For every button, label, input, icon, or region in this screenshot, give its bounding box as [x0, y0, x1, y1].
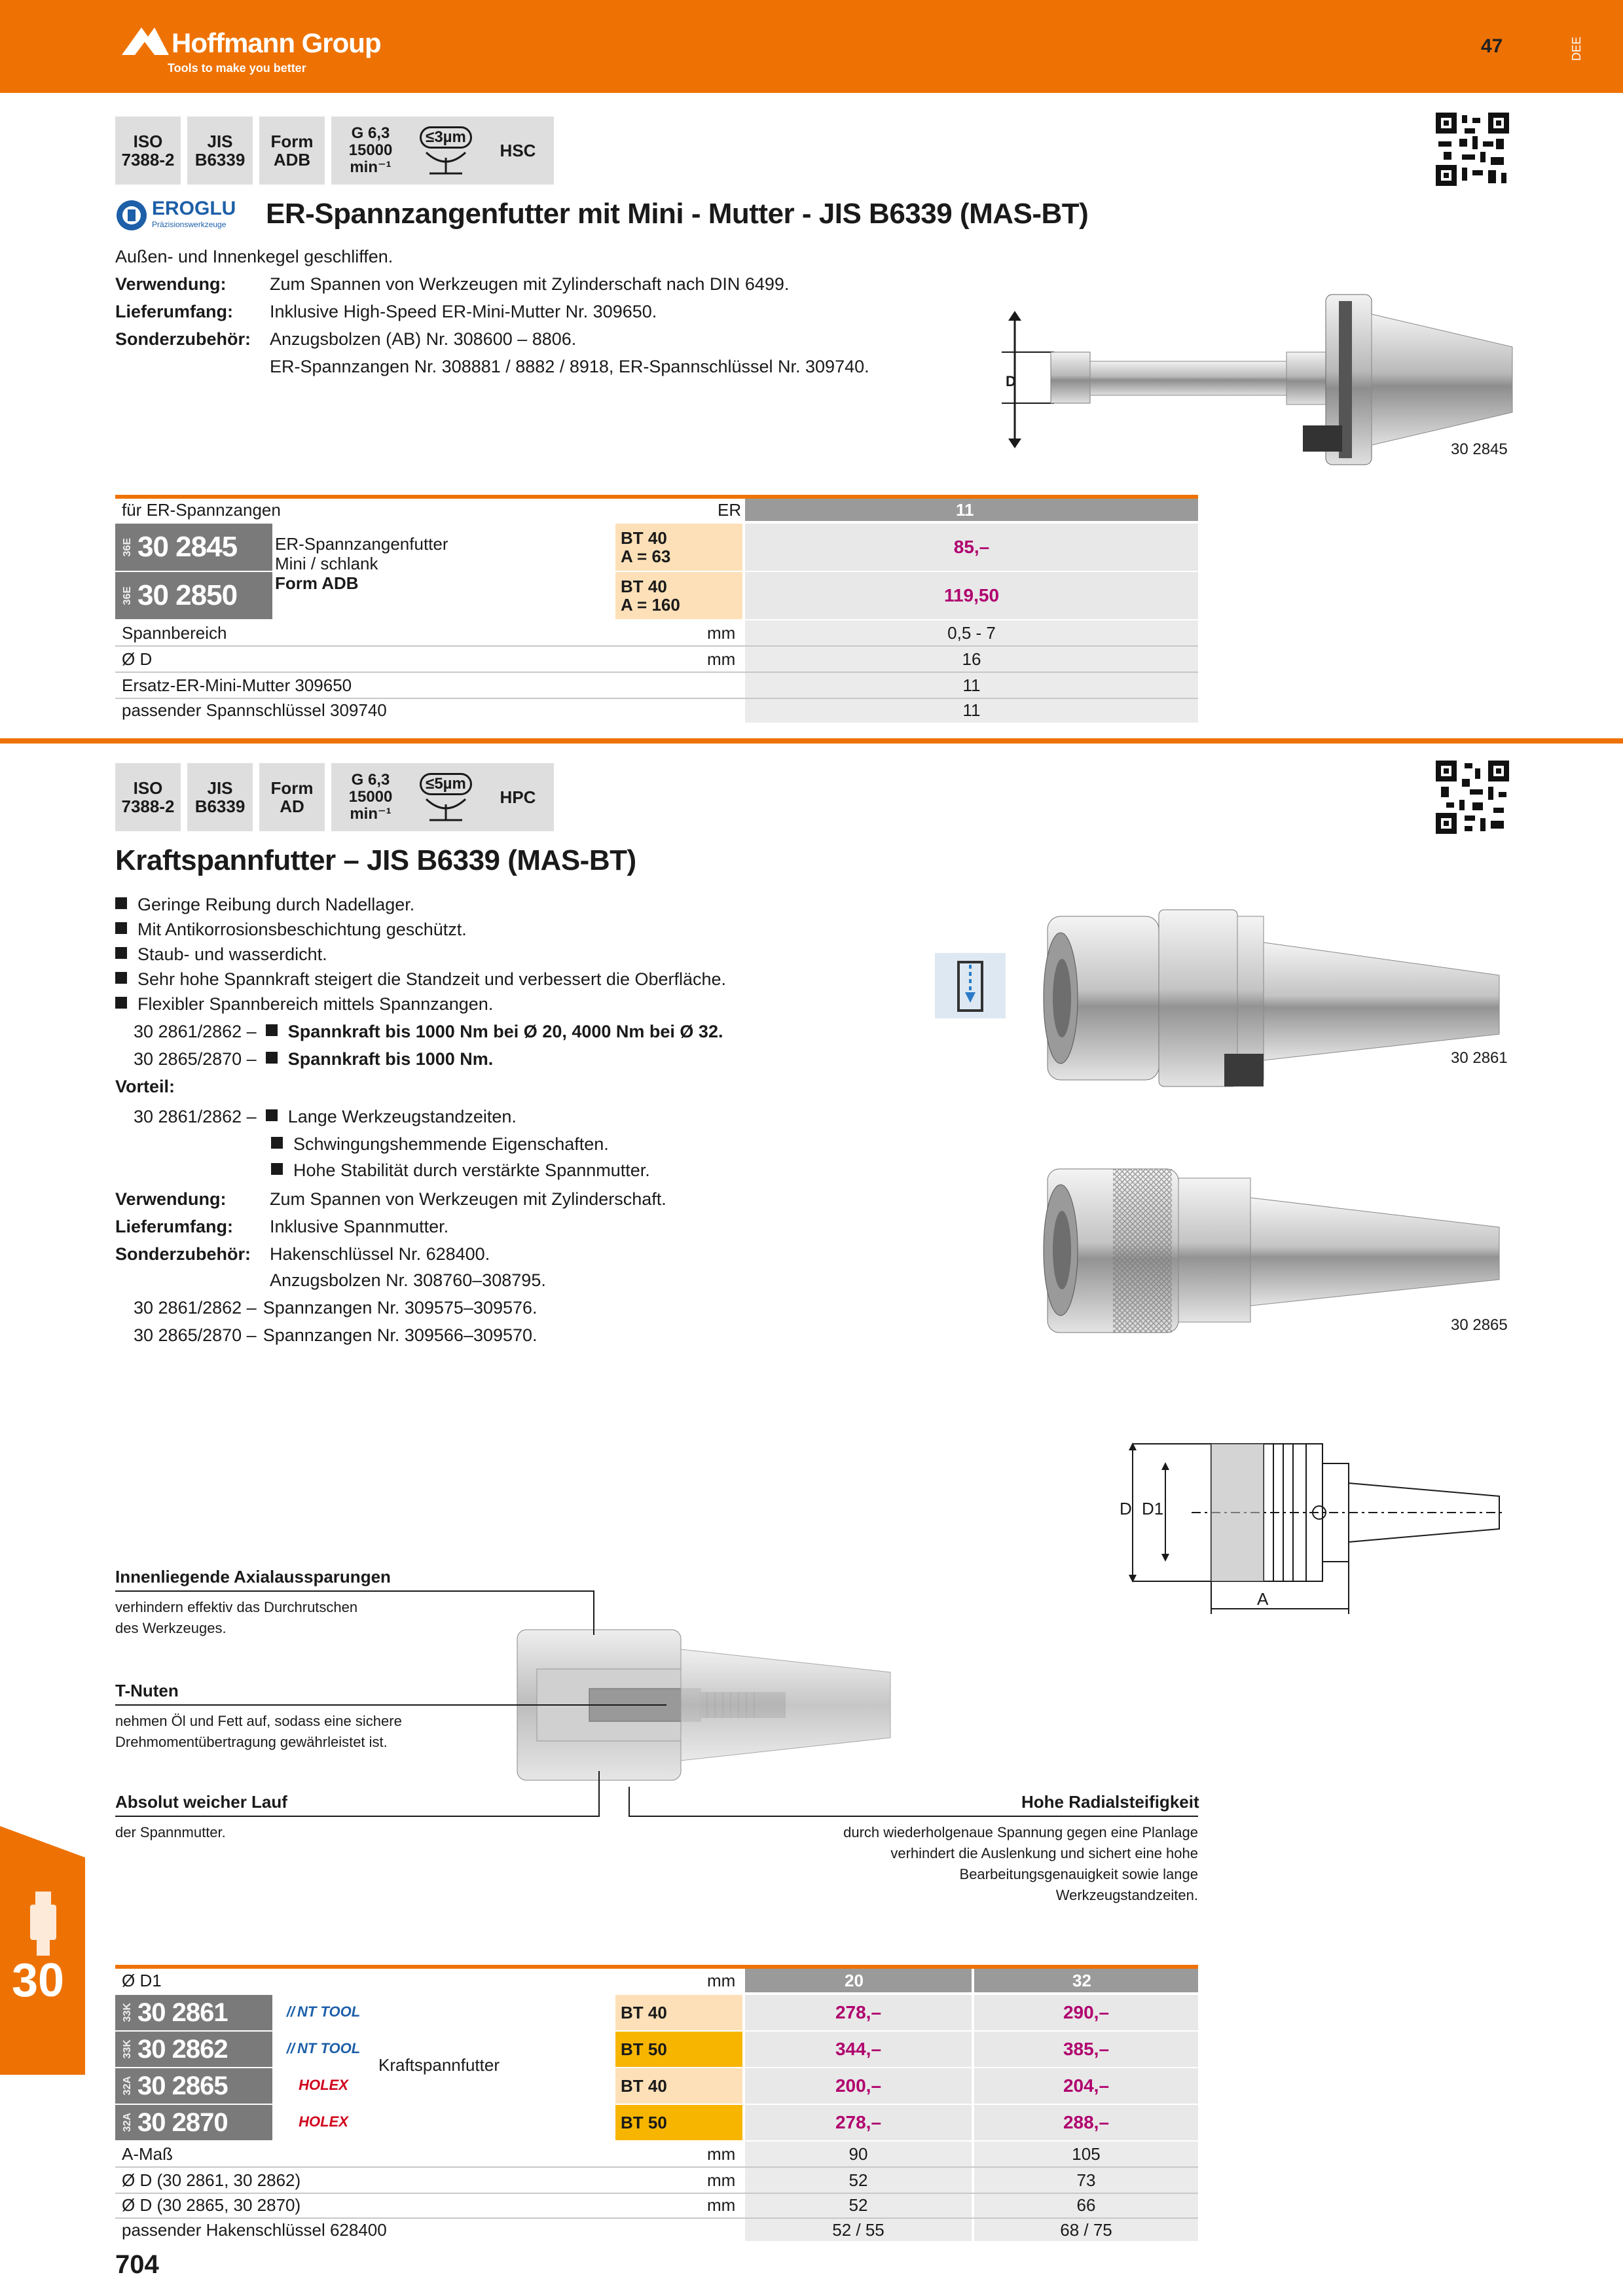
table2-row-unit: mm	[707, 2195, 736, 2215]
table1-row-label: Ø D	[122, 649, 153, 669]
spec-hpc: HPC	[482, 763, 554, 831]
product-title-2: Kraftspannfutter – JIS B6339 (MAS-BT)	[115, 844, 636, 876]
callout-line	[598, 1771, 600, 1817]
table1-product-desc: ER-Spannzangenfutter Mini / schlank Form ADB	[275, 534, 448, 593]
usage-row: Verwendung: Zum Spannen von Werkzeugen mit Zylinderschaft nach DIN 6499.	[115, 274, 790, 294]
feature-bullet: Flexibler Spannbereich mittels Spannzangen.	[115, 991, 493, 1018]
language-code: DEE	[1570, 37, 1583, 62]
price-302870-32: 288,–	[974, 2105, 1198, 2140]
feature-bullet: Mit Antikorrosionsbeschichtung geschützt.	[115, 916, 467, 943]
article-302870[interactable]: 32A 30 2870	[115, 2105, 272, 2140]
spec-iso: ISO 7388-2	[115, 117, 181, 185]
table2-row-v2: 68 / 75	[1060, 2220, 1112, 2240]
table1-header-unit: ER	[718, 499, 742, 520]
image-caption-302861: 30 2861	[1451, 1049, 1508, 1067]
technical-drawing	[1113, 1437, 1512, 1621]
price-302861-32: 290,–	[974, 1995, 1198, 2030]
runout-icon	[423, 149, 469, 175]
qr-code-icon[interactable]	[1436, 761, 1509, 834]
chapter-number: 30	[12, 1954, 65, 2007]
runout-icon	[423, 795, 469, 821]
price-302865-32: 204,–	[974, 2068, 1198, 2104]
scope-row: Lieferumfang: Inklusive Spannmutter.	[115, 1217, 449, 1236]
dimension-d-label: D	[1006, 373, 1016, 389]
drawing-label-d: D	[1120, 1499, 1132, 1518]
callout-text-radial: durch wiederholgenaue Spannung gegen eine Planlage verhindert die Auslenkung und sichert eine hohe Bearbeitungsgenauigkeit sowie lange Werkzeugstandzeiten.	[843, 1824, 1198, 1903]
callout-line	[629, 1787, 630, 1817]
bt-302865: BT 40	[615, 2068, 742, 2104]
table2-row-v1: 52	[848, 2170, 868, 2190]
product-image-302845	[976, 275, 1519, 471]
table1-header-value: 11	[956, 499, 974, 520]
coolant-icon	[935, 953, 1006, 1018]
table2-row-label: A-Maß	[122, 2144, 173, 2164]
bt-302870: BT 50	[615, 2105, 742, 2140]
drawing-label-d1: D1	[1142, 1499, 1164, 1518]
table1-row-unit: mm	[707, 649, 736, 669]
callout-title-axial: Innenliegende Axialaussparungen	[115, 1567, 391, 1587]
usage-row: Verwendung: Zum Spannen von Werkzeugen mit Zylinderschaft.	[115, 1189, 666, 1209]
product-title-1: ER-Spannzangenfutter mit Mini - Mutter - JIS B6339 (MAS-BT)	[266, 198, 1089, 230]
callout-title-lauf: Absolut weicher Lauf	[115, 1792, 287, 1812]
page-number-top: 47	[1481, 35, 1503, 57]
price-302861-20: 278,–	[745, 1995, 972, 2030]
table2-header-v1: 20	[845, 1970, 864, 1990]
table1-header-label: für ER-Spannzangen	[122, 499, 281, 520]
advantage-item: 30 2861/2862 – Lange Werkzeugstandzeiten.	[134, 1107, 517, 1126]
product-image-302861	[1041, 903, 1512, 1100]
article-302865[interactable]: 32A 30 2865	[115, 2068, 272, 2104]
bt-302861: BT 40	[615, 1995, 742, 2030]
accessories-row-4: 30 2865/2870 – Spannzangen Nr. 309566–309570.	[134, 1325, 538, 1345]
callout-text-lauf: der Spannmutter.	[115, 1824, 226, 1840]
clamping-force-2: 30 2865/2870 – Spannkraft bis 1000 Nm.	[134, 1049, 494, 1069]
price-302845: 85,–	[745, 524, 1198, 571]
article-302862[interactable]: 33K 30 2862	[115, 2032, 272, 2067]
callout-line	[593, 1590, 594, 1635]
clamping-force-1: 30 2861/2862 – Spannkraft bis 1000 Nm bei Ø 20, 4000 Nm bei Ø 32.	[134, 1022, 723, 1041]
hoffmann-logo-icon	[115, 22, 174, 62]
callout-title-radial: Hohe Radialsteifigkeit	[1021, 1792, 1199, 1812]
accessories-row-2: ER-Spannzangen Nr. 308881 / 8882 / 8918, ER-Spannschlüssel Nr. 309740.	[270, 357, 869, 376]
table1-row-value: 11	[962, 675, 981, 695]
table2-row-unit: mm	[707, 2144, 736, 2164]
table2-header-unit: mm	[707, 1970, 736, 1990]
accessories-row-3: 30 2861/2862 – Spannzangen Nr. 309575–309576.	[134, 1298, 538, 1318]
table2-header-label: Ø D1	[122, 1970, 162, 1990]
feature-bullet: Staub- und wasserdicht.	[115, 941, 327, 968]
bt-302862: BT 50	[615, 2032, 742, 2067]
table2-product-desc: Kraftspannfutter	[378, 2055, 500, 2075]
spec-runout: ≤3µm	[410, 117, 482, 185]
table1-row-label: Spannbereich	[122, 622, 227, 643]
callout-line	[115, 1816, 600, 1817]
table1-row-label: Ersatz-ER-Mini-Mutter 309650	[122, 675, 352, 695]
spec-form: Form AD	[259, 763, 325, 831]
image-caption-302865: 30 2865	[1451, 1316, 1508, 1334]
table1-row-label: passender Spannschlüssel 309740	[122, 700, 387, 720]
spec-jis: JIS B6339	[187, 763, 253, 831]
table1-row-unit: mm	[707, 622, 736, 643]
table2-header-v2: 32	[1072, 1970, 1091, 1990]
spec-balance: G 6,3 15000 min⁻¹	[331, 117, 410, 185]
table2-row-label: Ø D (30 2865, 30 2870)	[122, 2195, 301, 2215]
table2-row-v1: 52	[848, 2195, 868, 2215]
callout-line	[115, 1590, 593, 1592]
article-302845[interactable]: 36E 30 2845	[115, 524, 272, 571]
table2-row-unit: mm	[707, 2170, 736, 2190]
advantage-label: Vorteil:	[115, 1077, 175, 1096]
callout-title-tnuten: T-Nuten	[115, 1681, 179, 1700]
table1-row-value: 0,5 - 7	[947, 623, 996, 643]
product-image-302865	[1041, 1158, 1512, 1348]
table1-row-value: 16	[962, 649, 981, 669]
price-302870-20: 278,–	[745, 2105, 972, 2140]
table1-row-value: 11	[962, 700, 981, 720]
table2-row-v2: 105	[1072, 2144, 1101, 2164]
table1-bt-302850: BT 40 A = 160	[615, 572, 742, 619]
price-302850: 119,50	[745, 572, 1198, 619]
spec-hsc: HSC	[482, 117, 554, 185]
price-302862-32: 385,–	[974, 2032, 1198, 2067]
table2-row-v1: 52 / 55	[832, 2220, 884, 2240]
article-302850[interactable]: 36E 30 2850	[115, 572, 272, 619]
spec-form: Form ADB	[259, 117, 325, 185]
advantage-item: Schwingungshemmende Eigenschaften.	[271, 1131, 609, 1158]
article-302861[interactable]: 33K 30 2861	[115, 1995, 272, 2030]
callout-line	[115, 1704, 666, 1706]
feature-bullet: Geringe Reibung durch Nadellager.	[115, 891, 414, 918]
price-302862-20: 344,–	[745, 2032, 972, 2067]
eroglu-logo: EROGLU Präzisionswerkzeuge	[115, 198, 253, 234]
brand-nt-tool: // NT TOOL	[275, 2034, 372, 2063]
table2-row-label: passender Hakenschlüssel 628400	[122, 2219, 387, 2240]
accessories-row: Sonderzubehör: Anzugsbolzen (AB) Nr. 308600 – 8806.	[115, 329, 577, 349]
table2-row-label: Ø D (30 2861, 30 2862)	[122, 2170, 301, 2190]
brand-name: Hoffmann Group	[172, 27, 381, 58]
scope-row: Lieferumfang: Inklusive High-Speed ER-Mini-Mutter Nr. 309650.	[115, 302, 657, 321]
qr-code-icon[interactable]	[1436, 113, 1509, 186]
table2-row-v1: 90	[848, 2144, 868, 2164]
drawing-label-a: A	[1257, 1589, 1269, 1609]
price-302865-20: 200,–	[745, 2068, 972, 2104]
brand-tagline: Tools to make you better	[168, 62, 306, 75]
callout-text-axial: verhindern effektiv das Durchrutschen des Werkzeuges.	[115, 1599, 358, 1636]
page-number-bottom: 704	[115, 2250, 159, 2279]
table2-row-v2: 73	[1076, 2170, 1096, 2190]
spec-balance: G 6,3 15000 min⁻¹	[331, 763, 410, 831]
feature-bullet: Sehr hohe Spannkraft steigert die Standzeit und verbessert die Oberfläche.	[115, 966, 726, 993]
spec-jis: JIS B6339	[187, 117, 253, 185]
divider	[115, 645, 1198, 647]
intro-text: Außen- und Innenkegel geschliffen.	[115, 247, 393, 266]
advantage-item: Hohe Stabilität durch verstärkte Spannmutter.	[271, 1157, 650, 1184]
eroglu-emblem-icon	[115, 199, 148, 232]
accessories-row: Sonderzubehör: Hakenschlüssel Nr. 628400.	[115, 1244, 490, 1264]
spec-runout: ≤5µm	[410, 763, 482, 831]
callout-line	[629, 1816, 1198, 1817]
brand-holex: HOLEX	[275, 2071, 372, 2100]
accessories-row-2: Anzugsbolzen Nr. 308760–308795.	[270, 1270, 546, 1290]
chapter-tab[interactable]	[0, 1826, 85, 2075]
spec-iso: ISO 7388-2	[115, 763, 181, 831]
table1-bt-302845: BT 40 A = 63	[615, 524, 742, 571]
table2-row-v2: 66	[1076, 2195, 1096, 2215]
callout-text-tnuten: nehmen Öl und Fett auf, sodass eine sichere Drehmomentübertragung gewährleistet ist.	[115, 1713, 402, 1750]
image-caption-302845: 30 2845	[1451, 440, 1508, 458]
brand-holex: HOLEX	[275, 2108, 372, 2136]
brand-nt-tool: // NT TOOL	[275, 1998, 372, 2026]
section-divider	[0, 738, 1623, 744]
